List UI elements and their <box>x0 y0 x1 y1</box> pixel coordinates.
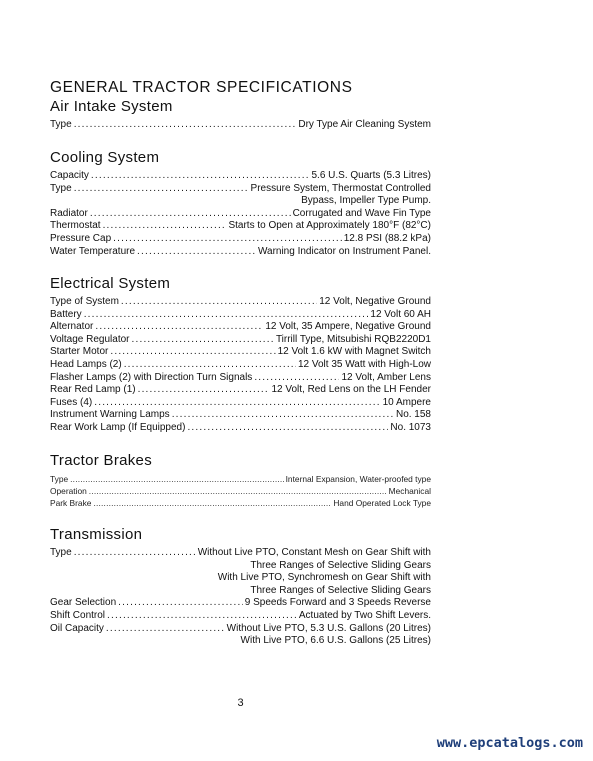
spec-line <box>50 183 431 196</box>
spec-line <box>50 220 431 233</box>
spec-line <box>50 485 431 497</box>
page-title: GENERAL TRACTOR SPECIFICATIONS <box>50 79 353 96</box>
spec-value: 12 Volt, 35 Ampere, Negative Ground <box>265 321 431 333</box>
spec-value: 10 Ampere <box>382 396 431 408</box>
spec-line <box>50 473 431 485</box>
spec-label: Gear Selection <box>50 597 117 609</box>
dot-leader <box>103 220 227 233</box>
spec-value: Actuated by Two Shift Levers. <box>298 609 431 621</box>
spec-line <box>50 170 431 183</box>
spec-label: Type <box>50 547 72 558</box>
dot-leader <box>89 485 387 497</box>
dot-leader <box>94 397 380 410</box>
section-electrical-system <box>50 275 431 435</box>
dot-leader <box>93 497 331 509</box>
dot-leader <box>121 296 317 309</box>
spec-label: Type <box>50 182 72 194</box>
spec-line <box>50 372 431 385</box>
spec-line <box>50 597 431 610</box>
spec-value: Tirrill Type, Mitsubishi RQB2220D1 <box>275 333 431 345</box>
spec-line <box>50 119 431 132</box>
dot-leader <box>74 119 297 132</box>
spec-label: Type of System <box>50 296 119 307</box>
spec-line <box>50 409 431 422</box>
spec-value: 12.8 PSI (88.2 kPa) <box>343 232 431 244</box>
spec-value: 12 Volt 1.6 kW with Magnet Switch <box>277 346 431 358</box>
spec-value: 12 Volt, Negative Ground <box>319 296 431 307</box>
dot-leader <box>91 170 310 183</box>
spec-value: Corrugated and Wave Fin Type <box>292 207 431 219</box>
section-heading: Transmission <box>50 526 143 543</box>
dot-leader <box>124 359 296 372</box>
section-cooling-system <box>50 149 431 258</box>
watermark-url: www.epcatalogs.com <box>436 735 583 751</box>
spec-value: Internal Expansion, Water-proofed type <box>285 474 431 484</box>
spec-value: 5.6 U.S. Quarts (5.3 Litres) <box>311 170 431 181</box>
dot-leader <box>254 372 339 385</box>
spec-label: Thermostat <box>50 220 101 232</box>
dot-leader <box>106 623 225 636</box>
spec-line <box>50 246 431 259</box>
dot-leader <box>187 422 388 435</box>
dot-leader <box>74 183 249 196</box>
section-heading: Electrical System <box>50 275 171 292</box>
dot-leader <box>107 610 297 623</box>
spec-label: Battery <box>50 308 82 320</box>
spec-value: 12 Volt 60 AH <box>370 308 431 320</box>
spec-value: Dry Type Air Cleaning System <box>298 119 431 130</box>
dot-leader <box>84 309 369 322</box>
spec-value: 9 Speeds Forward and 3 Speeds Reverse <box>244 597 431 609</box>
spec-continuation-line: Three Ranges of Selective Sliding Gears <box>250 559 431 571</box>
spec-label: Rear Red Lamp (1) <box>50 384 136 396</box>
dot-leader <box>172 409 394 422</box>
spec-value: Mechanical <box>388 486 431 496</box>
spec-value: Hand Operated Lock Type <box>333 498 431 508</box>
spec-line <box>50 623 431 636</box>
dot-leader <box>132 334 274 347</box>
spec-label: Oil Capacity <box>50 622 104 634</box>
section-heading: Cooling System <box>50 149 160 166</box>
spec-line <box>50 384 431 397</box>
spec-label: Radiator <box>50 207 88 219</box>
spec-line <box>50 321 431 334</box>
spec-value: Warning Indicator on Instrument Panel. <box>257 245 431 257</box>
dot-leader <box>74 547 196 560</box>
dot-leader <box>110 346 275 359</box>
spec-line <box>50 359 431 372</box>
spec-line <box>50 346 431 359</box>
spec-line <box>50 309 431 322</box>
spec-line <box>50 233 431 246</box>
spec-line <box>50 208 431 221</box>
spec-label: Pressure Cap <box>50 232 112 244</box>
section-tractor-brakes <box>50 452 431 509</box>
spec-label: Operation <box>50 486 87 496</box>
dot-leader <box>137 246 256 259</box>
spec-continuation-line: With Live PTO, 6.6 U.S. Gallons (25 Litres) <box>240 635 431 647</box>
dot-leader <box>118 597 243 610</box>
spec-value: 12 Volt 35 Watt with High-Low <box>297 358 431 370</box>
spec-label: Instrument Warning Lamps <box>50 409 170 421</box>
spec-line <box>50 497 431 509</box>
spec-value: Without Live PTO, Constant Mesh on Gear Shift with <box>197 547 431 558</box>
spec-label: Fuses (4) <box>50 396 93 408</box>
spec-value: 12 Volt, Red Lens on the LH Fender <box>271 384 431 396</box>
spec-continuation-line: Bypass, Impeller Type Pump. <box>301 195 431 207</box>
dot-leader <box>138 384 270 397</box>
dot-leader <box>90 208 291 221</box>
spec-label: Capacity <box>50 170 89 181</box>
spec-line <box>50 397 431 410</box>
spec-label: Shift Control <box>50 609 106 621</box>
section-heading: Tractor Brakes <box>50 452 153 469</box>
spec-line <box>50 296 431 309</box>
spec-label: Voltage Regulator <box>50 333 130 345</box>
spec-value: Pressure System, Thermostat Controlled <box>250 182 431 194</box>
spec-line <box>50 422 431 435</box>
spec-line <box>50 547 431 560</box>
spec-line <box>50 610 431 623</box>
section-air-intake-system <box>50 98 431 132</box>
spec-label: Park Brake <box>50 498 92 508</box>
spec-continuation-line: Three Ranges of Selective Sliding Gears <box>250 584 431 596</box>
dot-leader <box>113 233 342 246</box>
spec-line <box>50 334 431 347</box>
spec-label: Starter Motor <box>50 346 109 358</box>
spec-value: No. 158 <box>395 409 431 421</box>
spec-continuation-line: With Live PTO, Synchromesh on Gear Shift with <box>217 572 431 584</box>
spec-label: Rear Work Lamp (If Equipped) <box>50 421 186 433</box>
spec-value: No. 1073 <box>390 421 431 433</box>
spec-label: Type <box>50 474 69 484</box>
dot-leader <box>95 321 263 334</box>
section-heading: Air Intake System <box>50 98 173 115</box>
spec-value: Starts to Open at Approximately 180°F (82°C) <box>228 220 431 232</box>
spec-label: Alternator <box>50 321 94 333</box>
section-transmission <box>50 526 431 648</box>
spec-label: Water Temperature <box>50 245 136 257</box>
page-number: 3 <box>237 697 244 709</box>
spec-value: 12 Volt, Amber Lens <box>341 371 431 383</box>
dot-leader <box>70 473 283 485</box>
spec-label: Flasher Lamps (2) with Direction Turn Signals <box>50 371 253 383</box>
spec-value: Without Live PTO, 5.3 U.S. Gallons (20 Litres) <box>226 622 431 634</box>
spec-label: Head Lamps (2) <box>50 358 122 370</box>
spec-label: Type <box>50 119 72 130</box>
